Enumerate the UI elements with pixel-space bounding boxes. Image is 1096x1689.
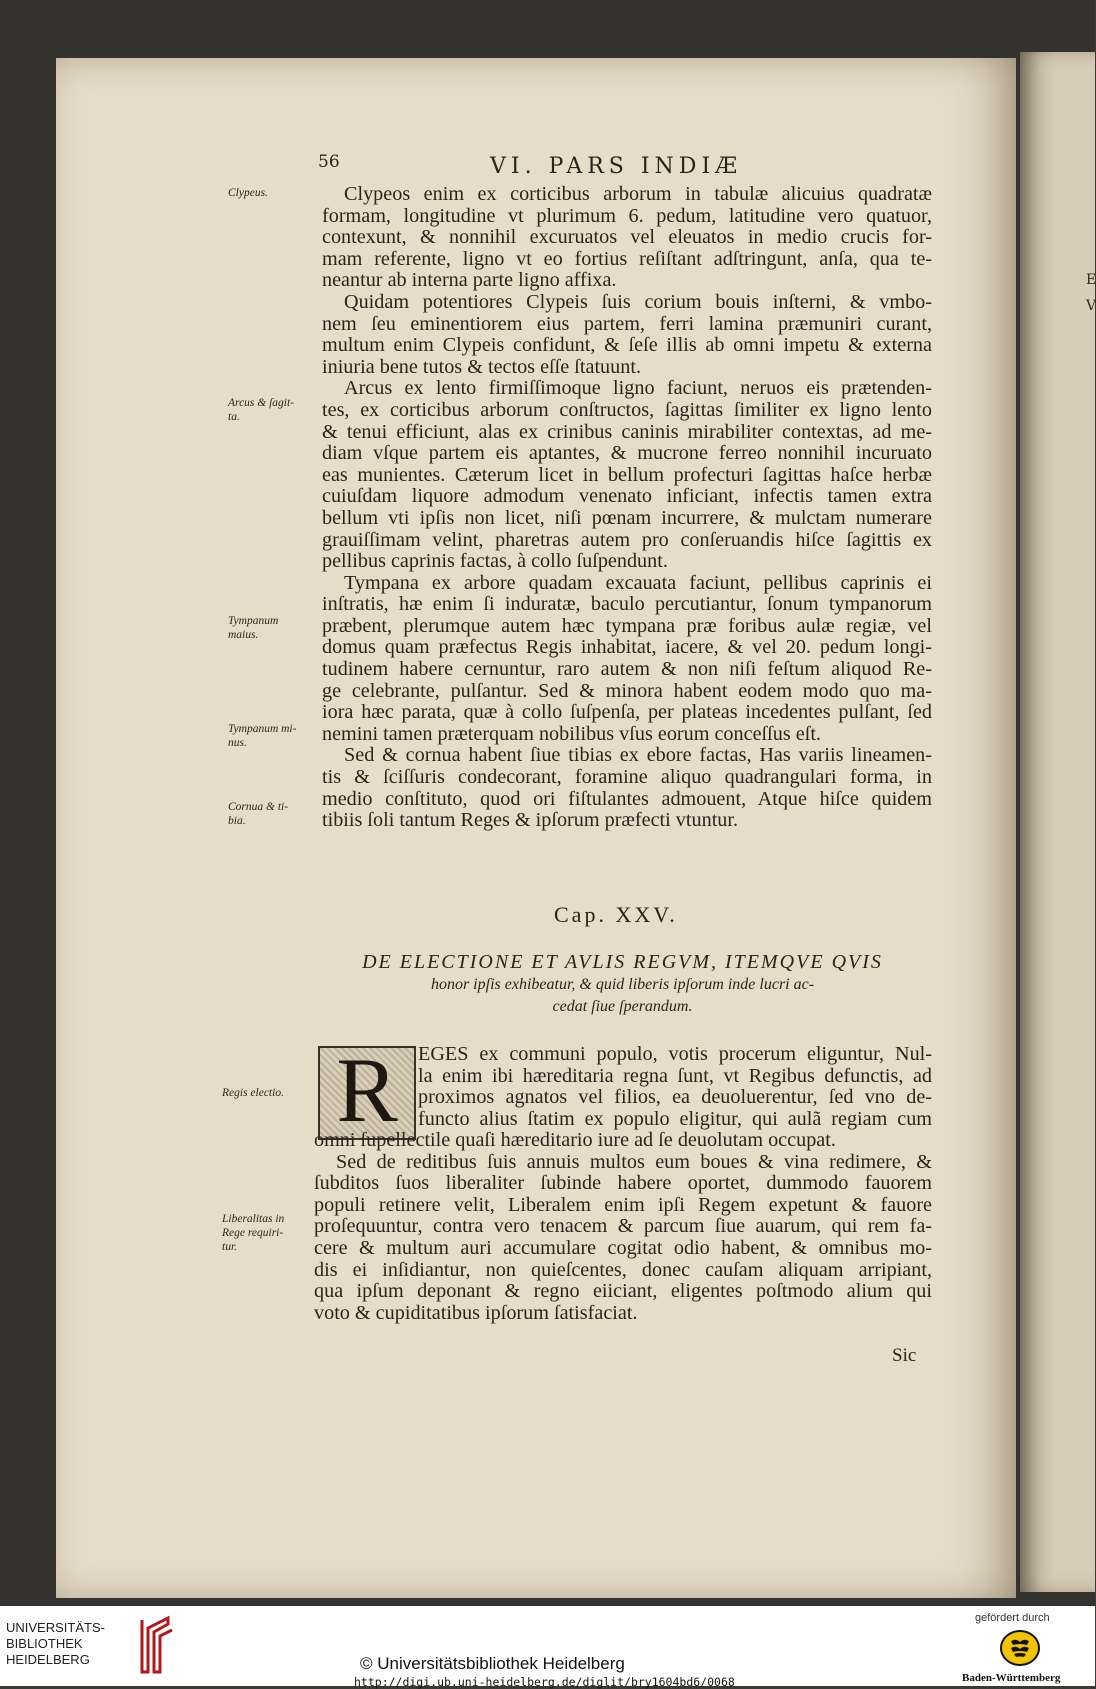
chapter-title-line: DE ELECTIONE ET AVLIS REGVM, ITEMQVE QVIS [362, 951, 883, 973]
text-line: cere & multum auri accumulare cogitat odio habent, & omnibus mo- [314, 1236, 932, 1259]
text-line: multum enim Clypeis confidunt, & ſeſe illis ab omni impetu & externa [322, 334, 932, 357]
text-line: medio conſtituto, quod ori fiſtulantes admouent, Atque hiſce quidem [322, 787, 932, 810]
university-library-logo[interactable] [6, 1620, 105, 1668]
margin-note-line: Tympanum [228, 615, 279, 627]
margin-note-line: Liberalitas in [222, 1213, 285, 1225]
text-line: functo alius ſtatim ex populo eligitur, qui aulã regiam cum [418, 1107, 932, 1130]
text-line: nemini tamen præterquam nobilibus vſus eorum conceſſus eſt. [322, 722, 821, 745]
text-line: qua ipſum deponant & regno eiiciant, eligentes poſtmodo alium qui [314, 1280, 932, 1303]
text-line: la enim ibi hæreditaria regna ſunt, vt Regibus defunctis, ad [418, 1064, 932, 1087]
edge-letter: E [1086, 272, 1096, 288]
viewer-footer [0, 1606, 1095, 1689]
margin-note-tympanum-maius [228, 614, 278, 642]
state-coat-of-arms-icon[interactable] [1000, 1630, 1040, 1666]
text-line: ge celebrante, pulſantur. Sed & minora habent eodem modo quo ma- [322, 679, 932, 702]
catchword: Sic [892, 1345, 917, 1366]
text-line: iora hæc parata, quæ à collo ſuſpenſa, per plateas incedentes pulſant, ſed [322, 701, 932, 724]
text-line: cuiuſdam liquore admodum venenato inficiant, infectis tamen extra [322, 485, 932, 508]
text-line: Sed & cornua habent ſiue tibias ex ebore factas, Has variis lineamen- [344, 744, 932, 767]
text-line: pellibus caprinis factas, à collo ſuſpendunt. [322, 550, 668, 573]
sponsor-name: Baden-Württemberg [962, 1672, 1061, 1684]
chapter-title-line: honor ipſis exhibeatur, & quid liberis ipſorum inde lucri ac- [430, 976, 815, 993]
margin-note-line: ta. [228, 411, 240, 423]
logo-text: UNIVERSITÄTS- [6, 1620, 105, 1635]
copyright-text: © Universitätsbibliothek Heidelberg [360, 1654, 625, 1673]
text-line: præbent, plerumque autem hæc tympana præ foribus aulæ regiæ, vel [322, 614, 932, 637]
decorated-initial-letter: R [336, 1039, 398, 1141]
text-line: proximos agnatos vel filios, ea deuoluerentur, ſed vno de- [418, 1086, 932, 1109]
margin-note-regis-electio: Regis electio. [222, 1087, 284, 1099]
text-line: & tenui efficiunt, alas ex crinibus caninis mirabiliter contextas, ad me- [322, 420, 932, 443]
margin-note-line: Arcus & ſagit- [228, 397, 295, 409]
permalink-url[interactable]: http://digi.ub.uni-heidelberg.de/diglit/bry1604bd6/0068 [354, 1675, 735, 1689]
margin-note-line: Tympanum mi- [228, 723, 297, 735]
chapter-number: Cap. XXV. [554, 902, 678, 927]
margin-note-line: Cornua & ti- [228, 801, 289, 813]
sponsor-label: gefördert durch [975, 1612, 1050, 1624]
text-line: voto & cupiditatibus ipſorum ſatisfaciat. [314, 1301, 638, 1324]
chapter-title-line: cedat ſiue ſperandum. [552, 998, 693, 1015]
margin-note-tympanum-minus [228, 722, 296, 750]
logo-text: HEIDELBERG [6, 1652, 90, 1667]
margin-note-cornua [228, 800, 288, 828]
text-line: nem ſeu eminentiorem eius partem, ferri lamina præmuniri curant, [322, 312, 932, 335]
text-line: Tympana ex arbore quadam excauata faciunt, pellibus caprinis ei [344, 571, 932, 594]
margin-note-line: tur. [222, 1241, 238, 1253]
text-line: grauiſſimam velint, pharetras autem pro conſeruandis hiſce ſagittis ex [322, 528, 932, 551]
margin-note-clypeus: Clypeus. [228, 187, 268, 199]
text-line: bellum vti ipſis non licet, niſi pœnam incurrere, & mulctam numerare [322, 506, 932, 529]
text-line: tes, ex corticibus arborum conſtructos, ſagittas ſimiliter ex ligno lento [322, 398, 932, 421]
text-line: contexunt, & nonnihil excuruatos vel eleuatos in medio crucis for- [322, 226, 932, 249]
text-line: Quidam potentiores Clypeis ſuis corium bouis inſterni, & vmbo- [344, 290, 932, 313]
chapter-title [300, 950, 945, 1018]
text-line: inſtratis, hæ enim ſi induratæ, baculo percutiantur, ſonum tympanorum [322, 593, 932, 616]
text-line: neantur ab interna parte ligno affixa. [322, 269, 617, 292]
lions-icon [1008, 1637, 1032, 1659]
margin-note-liberalitas [222, 1212, 284, 1254]
page-number: 56 [318, 152, 340, 172]
text-line: mam referente, ligno vt eo fortius reſiſtant adſtringunt, anſa, qua te- [322, 247, 932, 270]
chapter-text [314, 1130, 932, 1324]
text-line: Sed de reditibus ſuis annuis multos eum boues & vina redimere, & [336, 1150, 932, 1173]
logo-text: BIBLIOTHEK [6, 1636, 83, 1651]
margin-note-line: nus. [228, 737, 247, 749]
text-line: Arcus ex lento firmiſſimoque ligno faciunt, neruos eis prætenden- [344, 377, 932, 400]
chapter-text-beside-initial [418, 1044, 932, 1130]
library-emblem-icon [138, 1614, 176, 1676]
text-line: omni ſupellectile quaſi hæreditario iure ad ſe deuolutam occupat. [314, 1129, 836, 1151]
text-line: dis ei inſidiantur, non quieſcentes, donec cauſam aliquam arripiant, [314, 1258, 932, 1281]
body-text [322, 184, 932, 832]
decorated-initial [318, 1039, 416, 1141]
margin-note-line: maius. [228, 629, 259, 641]
text-line: ſubditos ſuos liberaliter ſubinde habere oportet, dummodo fauorem [314, 1172, 932, 1195]
text-line: EGES ex communi populo, votis procerum eliguntur, Nul- [418, 1043, 932, 1065]
text-line: formam, longitudine vt plurimum 6. pedum, latitudine vero quatuor, [322, 204, 932, 227]
text-line: tudinem habere cernuntur, raro autem & non niſi feſtum aliquod Re- [322, 658, 932, 681]
margin-note-line: Rege requiri- [222, 1227, 284, 1239]
text-line: populi retinere velit, Liberalem enim ipſi Regem expetunt & fauore [314, 1193, 932, 1216]
margin-note-line: bia. [228, 815, 246, 827]
facing-page-edge [1020, 52, 1095, 1592]
edge-letter: V [1086, 298, 1096, 314]
text-line: tis & ſciſſuris condecorant, foramine aliquo quadrangulari forma, in [322, 766, 932, 789]
margin-note-arcus [228, 396, 294, 424]
text-line: eas munientes. Cæterum licet in bellum profecturi ſagittas haſce herbæ [322, 463, 932, 486]
text-line: Clypeos enim ex corticibus arborum in tabulæ alicuius quadratæ [344, 183, 932, 205]
text-line: proſequuntur, contra vero tenacem & parcum ſiue auarum, qui rem fa- [314, 1215, 932, 1238]
text-line: tibiis ſoli tantum Reges & ipſorum præfecti vtuntur. [322, 809, 739, 832]
text-line: iniuria bene tutos & tectos eſſe ſtatuunt. [322, 355, 641, 378]
page-header-title: VI. PARS INDIÆ [490, 154, 743, 179]
text-line: domus quam præfectus Regis inhabitat, iacere, & vel 20. pedum longi- [322, 636, 932, 659]
text-line: diam vſque partem eis aptantes, & mucrone ferreo nonnihil incuruato [322, 442, 932, 465]
